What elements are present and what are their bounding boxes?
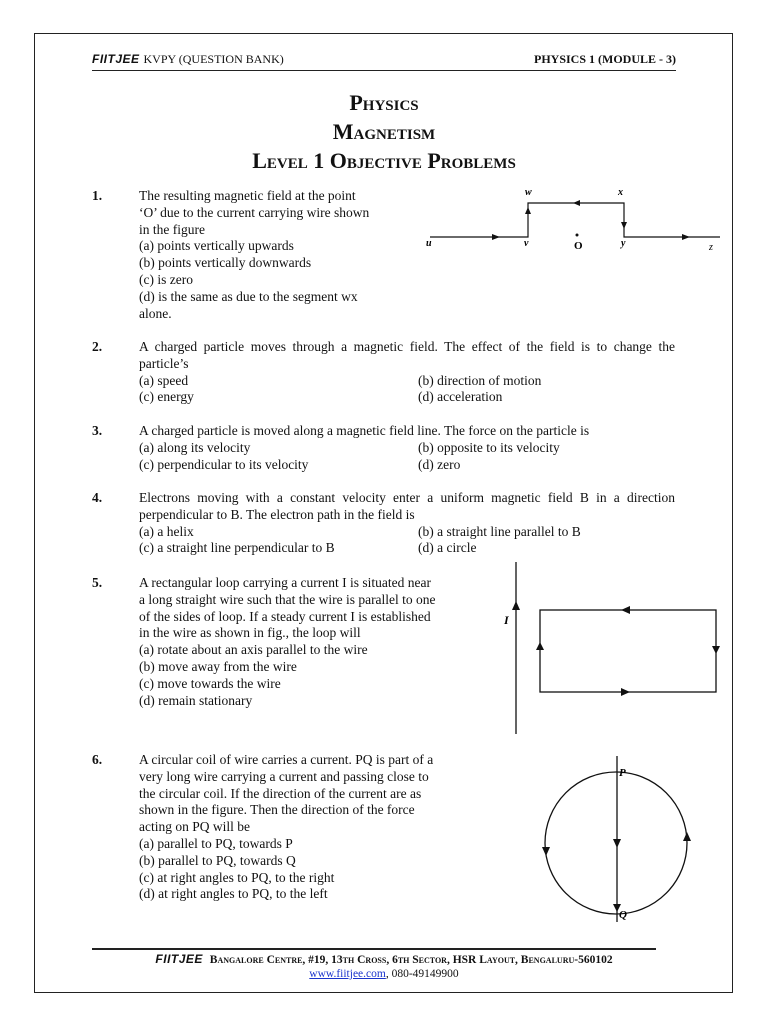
option-b: (b) direction of motion: [418, 372, 542, 388]
footer-contact-line: [0, 967, 768, 981]
option-c: (c) perpendicular to its velocity: [139, 456, 309, 472]
question-number: 6.: [92, 752, 103, 767]
label-u: u: [426, 238, 432, 249]
question-number: 4.: [92, 490, 103, 505]
options-row: [139, 540, 675, 557]
fiitjee-footer-logo: FIITJEE: [155, 952, 203, 966]
question-line: acting on PQ will be: [139, 819, 250, 835]
question-number: 2.: [92, 339, 103, 354]
question-line: very long wire carrying a current and passing close to: [139, 768, 429, 784]
page-footer: [0, 952, 768, 981]
option-a: (a) parallel to PQ, towards P: [139, 835, 293, 851]
question-line: A circular coil of wire carries a current. PQ is part of a: [139, 752, 434, 767]
wire-figure: [420, 183, 730, 258]
arrow-icon: [542, 847, 550, 856]
option-d: (d) at right angles to PQ, to the left: [139, 886, 328, 902]
option-d: (d) acceleration: [418, 389, 503, 405]
header-left: [92, 52, 284, 67]
arrow-icon: [621, 222, 627, 229]
arrow-icon: [492, 234, 500, 240]
arrow-icon: [512, 601, 520, 610]
footer-divider: [92, 948, 656, 950]
point-o-dot: [576, 234, 579, 237]
page-header: [92, 52, 676, 70]
rectangular-loop: [540, 610, 716, 692]
options-row: [139, 440, 679, 457]
level-title: Level 1 Objective Problems: [252, 148, 516, 173]
option-d: (d) zero: [418, 456, 461, 472]
option-c: (c) at right angles to PQ, to the right: [139, 869, 335, 885]
label-current-i: I: [504, 613, 509, 627]
options-row: [139, 457, 679, 474]
question-line: a long straight wire such that the wire is parallel to one: [139, 591, 436, 607]
option-b: (b) parallel to PQ, towards Q: [139, 852, 296, 868]
option-b: (b) a straight line parallel to B: [418, 523, 581, 539]
option-a: (a) rotate about an axis parallel to the wire: [139, 642, 368, 658]
option-a: (a) points vertically upwards: [139, 238, 294, 254]
footer-phone: , 080-49149900: [385, 968, 459, 980]
arrow-icon: [683, 832, 691, 841]
topic-title: Magnetism: [332, 119, 436, 144]
label-y: y: [621, 238, 626, 249]
label-x: x: [618, 187, 623, 198]
question-line: in the wire as shown in fig., the loop will: [139, 625, 361, 641]
option-d: (d) remain stationary: [139, 692, 253, 708]
label-z: z: [709, 242, 713, 253]
arrow-icon: [573, 200, 580, 206]
option-a: (a) speed: [139, 372, 189, 388]
question-number: 5.: [92, 575, 103, 590]
arrow-icon: [536, 642, 544, 650]
option-a: (a) a helix: [139, 523, 194, 539]
option-c: (c) is zero: [139, 271, 193, 287]
question-3-body: [139, 423, 679, 473]
label-q: Q: [619, 909, 627, 921]
arrow-icon: [613, 839, 621, 848]
option-b: (b) move away from the wire: [139, 658, 297, 674]
website-link[interactable]: www.fiitjee.com: [309, 968, 386, 980]
question-line: The resulting magnetic field at the point: [139, 188, 356, 203]
options-row: [139, 389, 675, 406]
header-divider: [92, 70, 676, 71]
question-line: the circular coil. If the direction of the current are as: [139, 785, 422, 801]
question-6-body: [139, 752, 495, 903]
question-stem: A charged particle is moved along a magnetic field line. The force on the particle is: [139, 423, 590, 438]
arrow-icon: [712, 646, 720, 654]
option-d: (d) a circle: [418, 540, 477, 556]
option-d: (d) is the same as due to the segment wx: [139, 288, 358, 304]
question-5-body: [139, 575, 489, 709]
options-row: [139, 373, 675, 390]
arrow-icon: [525, 207, 531, 214]
question-line: in the figure: [139, 221, 205, 237]
arrow-icon: [682, 234, 690, 240]
footer-address: Bangalore Centre, #19, 13th Cross, 6th Sector, HSR Layout, Bengaluru-560102: [209, 954, 613, 966]
label-w: w: [525, 187, 532, 198]
question-2-body: [139, 339, 675, 406]
fiitjee-logo: FIITJEE: [92, 52, 140, 66]
circular-coil-figure: [538, 752, 698, 932]
loop-wire-figure: [500, 558, 725, 736]
question-stem: A charged particle moves through a magnetic field. The effect of the field is to change the particle’s: [139, 339, 675, 371]
question-number: 1.: [92, 188, 103, 203]
option-b: (b) opposite to its velocity: [418, 439, 560, 455]
question-line: ‘O’ due to the current carrying wire shown: [139, 204, 370, 220]
question-stem: Electrons moving with a constant velocity enter a uniform magnetic field B in a direction perpendicular to B. The electron path in the field is: [139, 490, 675, 522]
question-4-body: [139, 490, 675, 557]
header-right-text: PHYSICS 1 (MODULE - 3): [533, 52, 676, 66]
options-row: [139, 524, 675, 541]
option-c: (c) energy: [139, 389, 194, 405]
question-1-body: [139, 188, 409, 322]
option-a: (a) along its velocity: [139, 439, 251, 455]
arrow-icon: [621, 606, 630, 614]
question-line: A rectangular loop carrying a current I is situated near: [139, 575, 432, 590]
current-wire: [430, 203, 720, 237]
header-left-text: KVPY (QUESTION BANK): [143, 52, 284, 66]
question-line: alone.: [139, 305, 172, 321]
title-block: [0, 88, 768, 175]
option-c: (c) move towards the wire: [139, 675, 281, 691]
question-line: shown in the figure. Then the direction of the force: [139, 802, 415, 818]
question-number: 3.: [92, 423, 103, 438]
subject-title: Physics: [349, 90, 419, 115]
label-o: O: [574, 240, 583, 252]
label-v: v: [524, 238, 529, 249]
option-c: (c) a straight line perpendicular to B: [139, 540, 335, 556]
arrow-icon: [621, 688, 630, 696]
option-b: (b) points vertically downwards: [139, 255, 312, 271]
label-p: P: [619, 767, 626, 779]
footer-address-line: [0, 952, 768, 967]
question-line: of the sides of loop. If a steady current I is established: [139, 608, 431, 624]
